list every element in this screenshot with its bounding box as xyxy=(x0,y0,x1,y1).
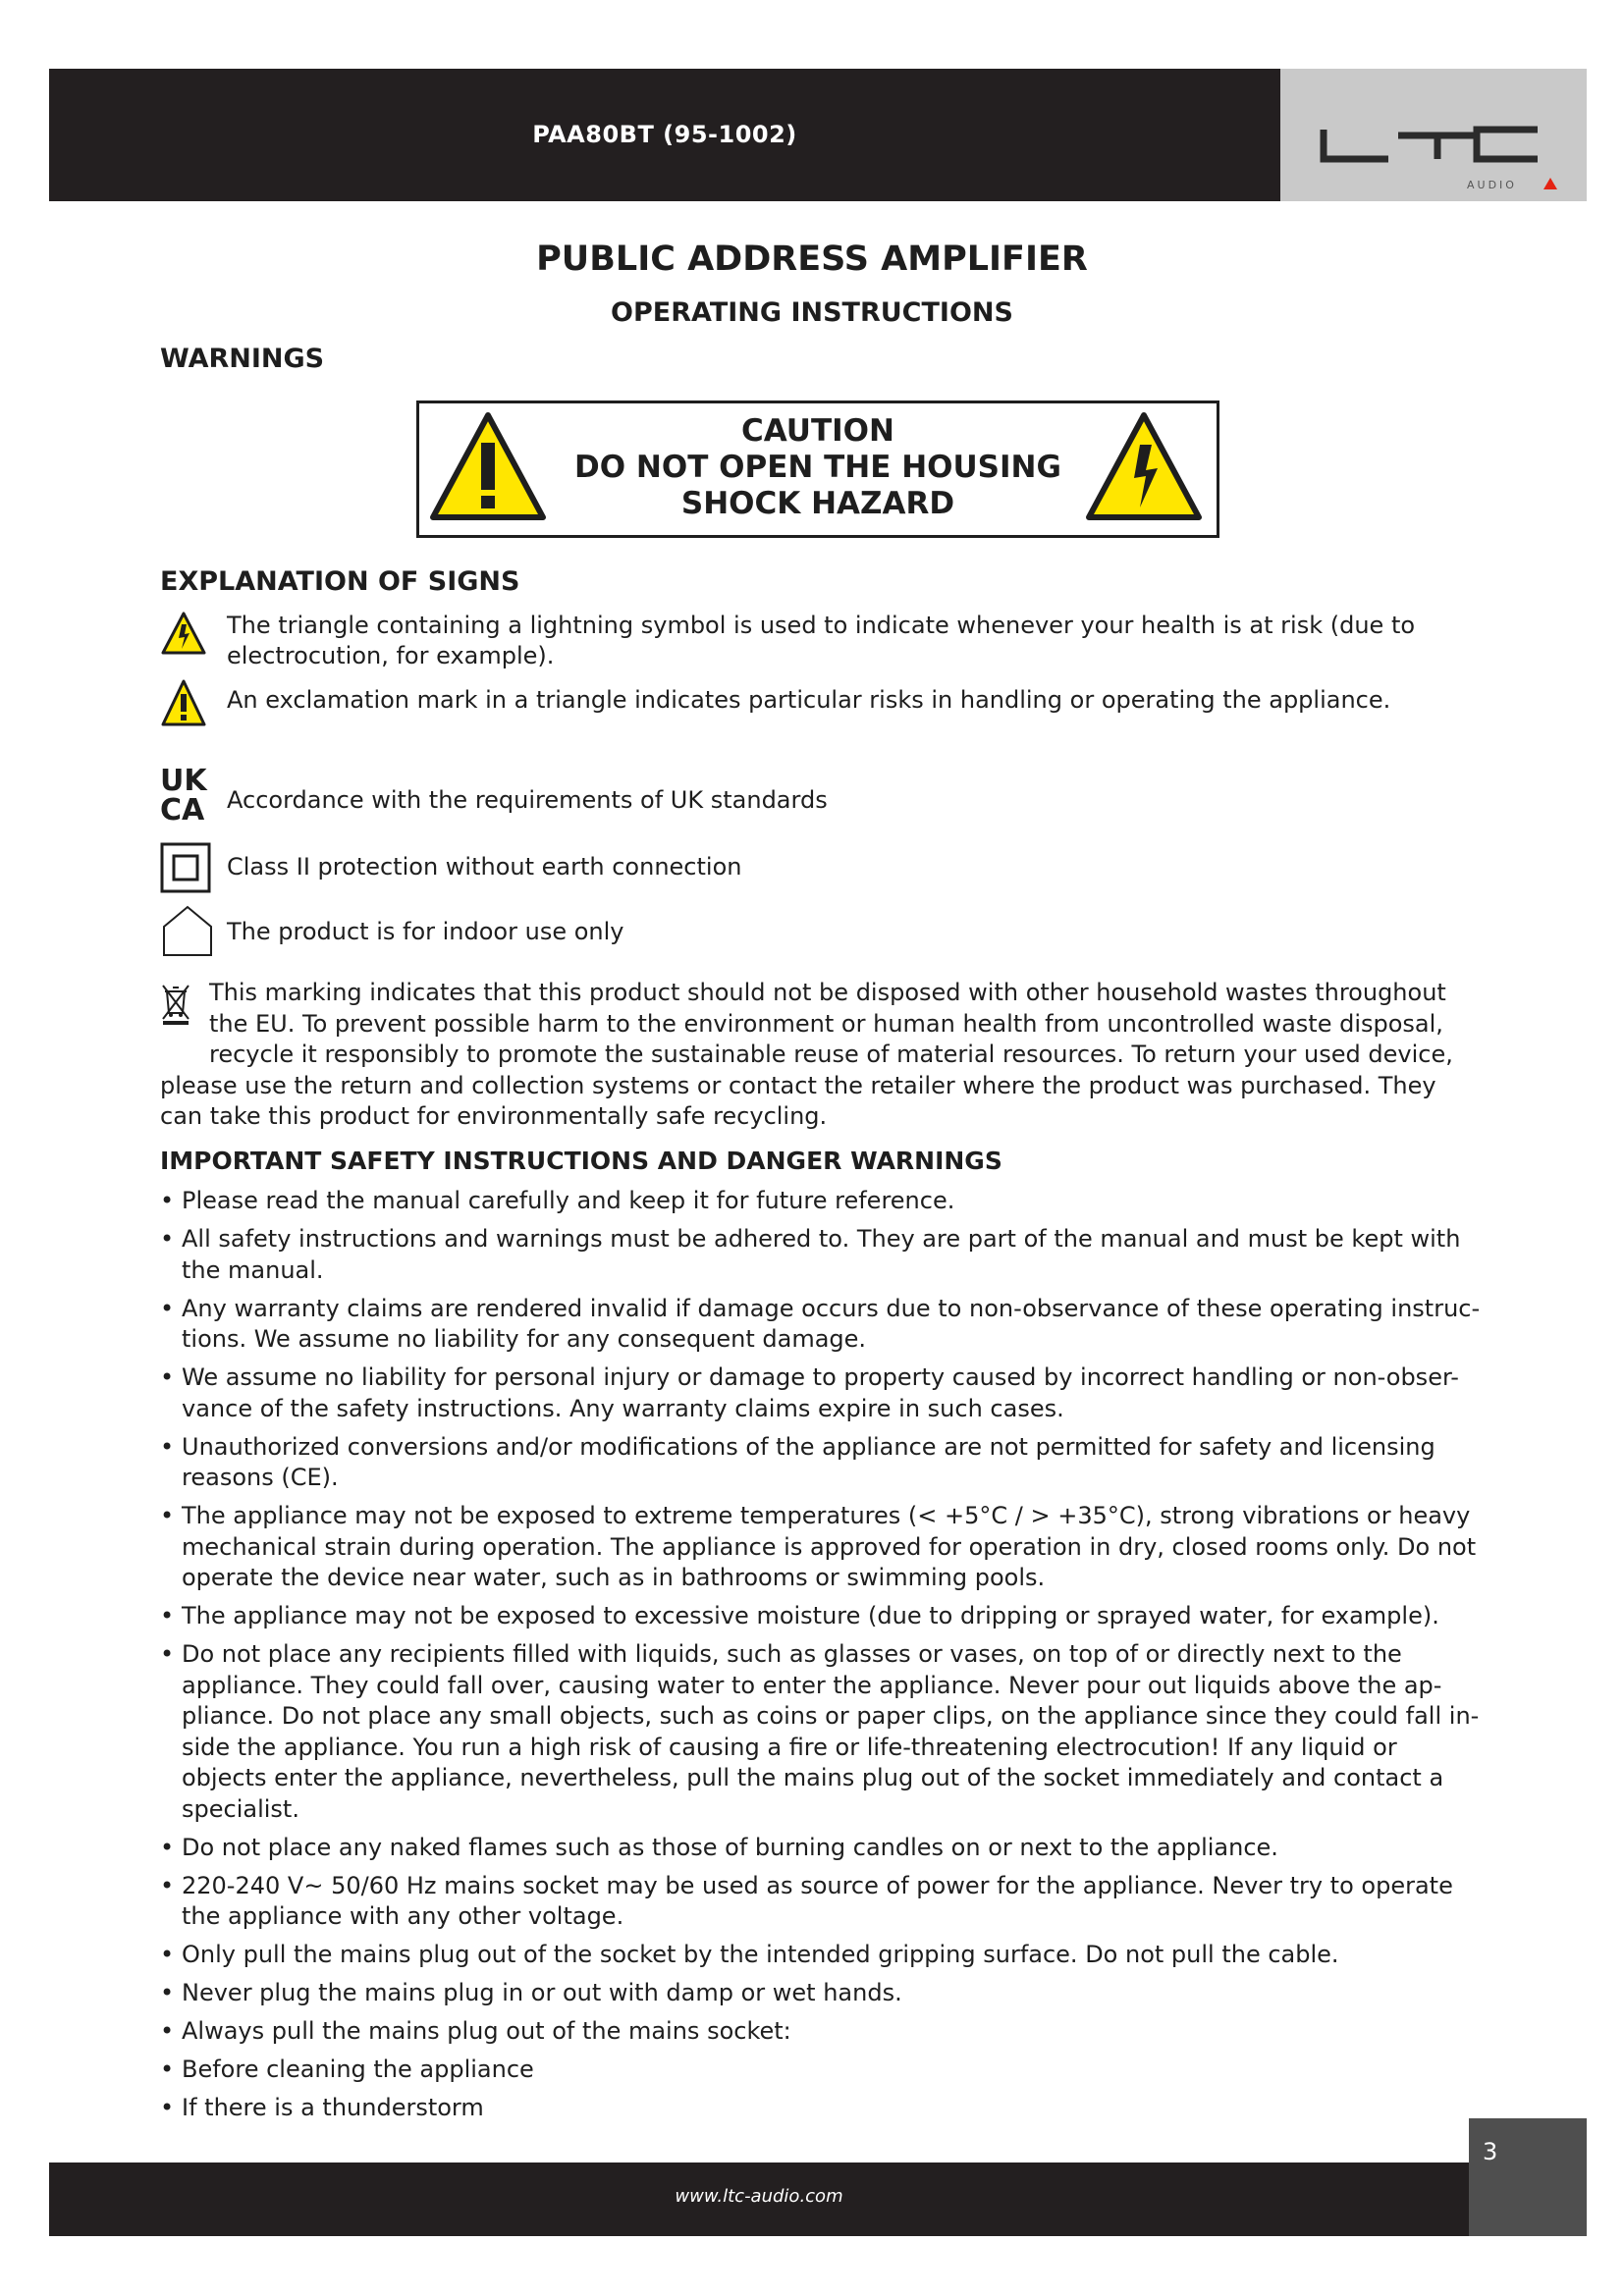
logo-audio-text: AUDIO xyxy=(1467,179,1517,191)
safety-item: • Do not place any naked flames such as those of burning candles on or next to the appliance. xyxy=(160,1833,1481,1864)
footer-url[interactable]: www.ltc-audio.com xyxy=(675,2186,843,2207)
safety-item: • If there is a thunderstorm xyxy=(160,2093,1481,2124)
sign-lightning xyxy=(160,611,1495,679)
lightning-warning-icon xyxy=(1083,409,1205,525)
safety-item: • Never plug the mains plug in or out with damp or wet hands. xyxy=(160,1978,1481,2009)
caution-line-3: SHOCK HAZARD xyxy=(680,486,955,521)
safety-item: • Please read the manual carefully and keep it for future reference. xyxy=(160,1186,1481,1217)
sign-exclamation-text: An exclamation mark in a triangle indicates particular risks in handling or operating the appliance. xyxy=(227,686,1391,714)
safety-item: • Only pull the mains plug out of the socket by the intended gripping surface. Do not pull the cable. xyxy=(160,1940,1481,1971)
house-icon xyxy=(160,903,215,958)
logo-triangle-icon xyxy=(1543,178,1557,189)
page-number-box xyxy=(1469,2118,1587,2236)
warnings-heading: WARNINGS xyxy=(160,344,325,374)
page-subtitle: OPERATING INSTRUCTIONS xyxy=(611,297,1013,328)
safety-item: • Unauthorized conversions and/or modifications of the appliance are not permitted for safety and licensing reasons (CE). xyxy=(160,1432,1481,1494)
ukca-mark-icon xyxy=(160,764,215,823)
lightning-icon xyxy=(160,611,207,656)
safety-item: • The appliance may not be exposed to excessive moisture (due to dripping or sprayed water, for example). xyxy=(160,1601,1481,1632)
weee-notice xyxy=(160,978,1481,1133)
svg-text:UK: UK xyxy=(160,764,207,798)
header-bar xyxy=(49,69,1280,201)
weee-line-3: recycle it responsibly to promote the sustainable reuse of material resources. To return your used device, xyxy=(209,1041,1453,1068)
safety-item: • All safety instructions and warnings must be adhered to. They are part of the manual and must be kept with the manual. xyxy=(160,1224,1481,1286)
safety-list xyxy=(160,1186,1481,2131)
safety-heading: IMPORTANT SAFETY INSTRUCTIONS AND DANGER WARNINGS xyxy=(160,1147,1002,1175)
caution-line-1: CAUTION xyxy=(741,413,894,449)
ltc-logo-icon xyxy=(1320,126,1545,165)
signs-heading: EXPLANATION OF SIGNS xyxy=(160,566,520,597)
safety-item: • 220-240 V~ 50/60 Hz mains socket may be used as source of power for the appliance. Never try to operate the appliance with any other voltage. xyxy=(160,1871,1481,1933)
page-number: 3 xyxy=(1483,2138,1498,2165)
caution-line-2: DO NOT OPEN THE HOUSING xyxy=(574,450,1061,485)
sign-class2-text: Class II protection without earth connection xyxy=(227,853,742,881)
safety-item: • Always pull the mains plug out of the mains socket: xyxy=(160,2016,1481,2048)
weee-line-1: This marking indicates that this product should not be disposed with other household wastes throughout xyxy=(209,979,1446,1006)
svg-text:CA: CA xyxy=(160,793,205,823)
weee-line-4: please use the return and collection systems or contact the retailer where the product was purchased. They can take this product for environmentally safe recycling. xyxy=(160,1071,1436,1130)
safety-item: • The appliance may not be exposed to extreme temperatures (< +5°C / > +35°C), strong vibrations or heavy mechanical strain during operation. The appliance is approved for operation in dry, closed rooms only. Do not operate the device near water, such as in bathrooms or swimming pools. xyxy=(160,1501,1481,1594)
safety-item: • We assume no liability for personal injury or damage to property caused by incorrect handling or non-obser- vance of the safety instructions. Any warranty claims expire in such cases. xyxy=(160,1362,1481,1424)
sign-ukca-text: Accordance with the requirements of UK standards xyxy=(227,786,828,814)
class-ii-icon xyxy=(160,842,211,893)
exclamation-icon xyxy=(160,677,207,728)
weee-line-2: the EU. To prevent possible harm to the environment or human health from uncontrolled waste disposal, xyxy=(209,1009,1443,1038)
model-number: PAA80BT (95-1002) xyxy=(532,121,797,148)
sign-indoor xyxy=(160,917,1495,966)
safety-item: • Before cleaning the appliance xyxy=(160,2055,1481,2086)
page-title: PUBLIC ADDRESS AMPLIFIER xyxy=(536,240,1088,279)
caution-box xyxy=(416,400,1219,538)
sign-lightning-text: The triangle containing a lightning symbol is used to indicate whenever your health is at risk (due to electrocution, for example). xyxy=(227,612,1416,669)
safety-item: • Do not place any recipients filled with liquids, such as glasses or vases, on top of or directly next to the appliance. They could fall over, causing water to enter the appliance. Never pour out liquids above the ap- pliance. Do not place any small objects, such as coins or paper clips, on the appliance since they could fall in- side the appliance. You run a high risk of causing a fire or life-threatening electrocution! If any liquid or objects enter the appliance, nevertheless, pull the mains plug out of the socket immediately and contact a specialist. xyxy=(160,1639,1481,1825)
sign-indoor-text: The product is for indoor use only xyxy=(227,918,624,945)
safety-item: • Any warranty claims are rendered invalid if damage occurs due to non-observance of these operating instruc- tions. We assume no liability for any consequent damage. xyxy=(160,1294,1481,1356)
footer-bar xyxy=(49,2163,1469,2236)
brand-logo xyxy=(1280,69,1587,201)
sign-class2 xyxy=(160,852,1495,901)
sign-exclamation xyxy=(160,685,1495,734)
sign-ukca xyxy=(160,764,1495,834)
